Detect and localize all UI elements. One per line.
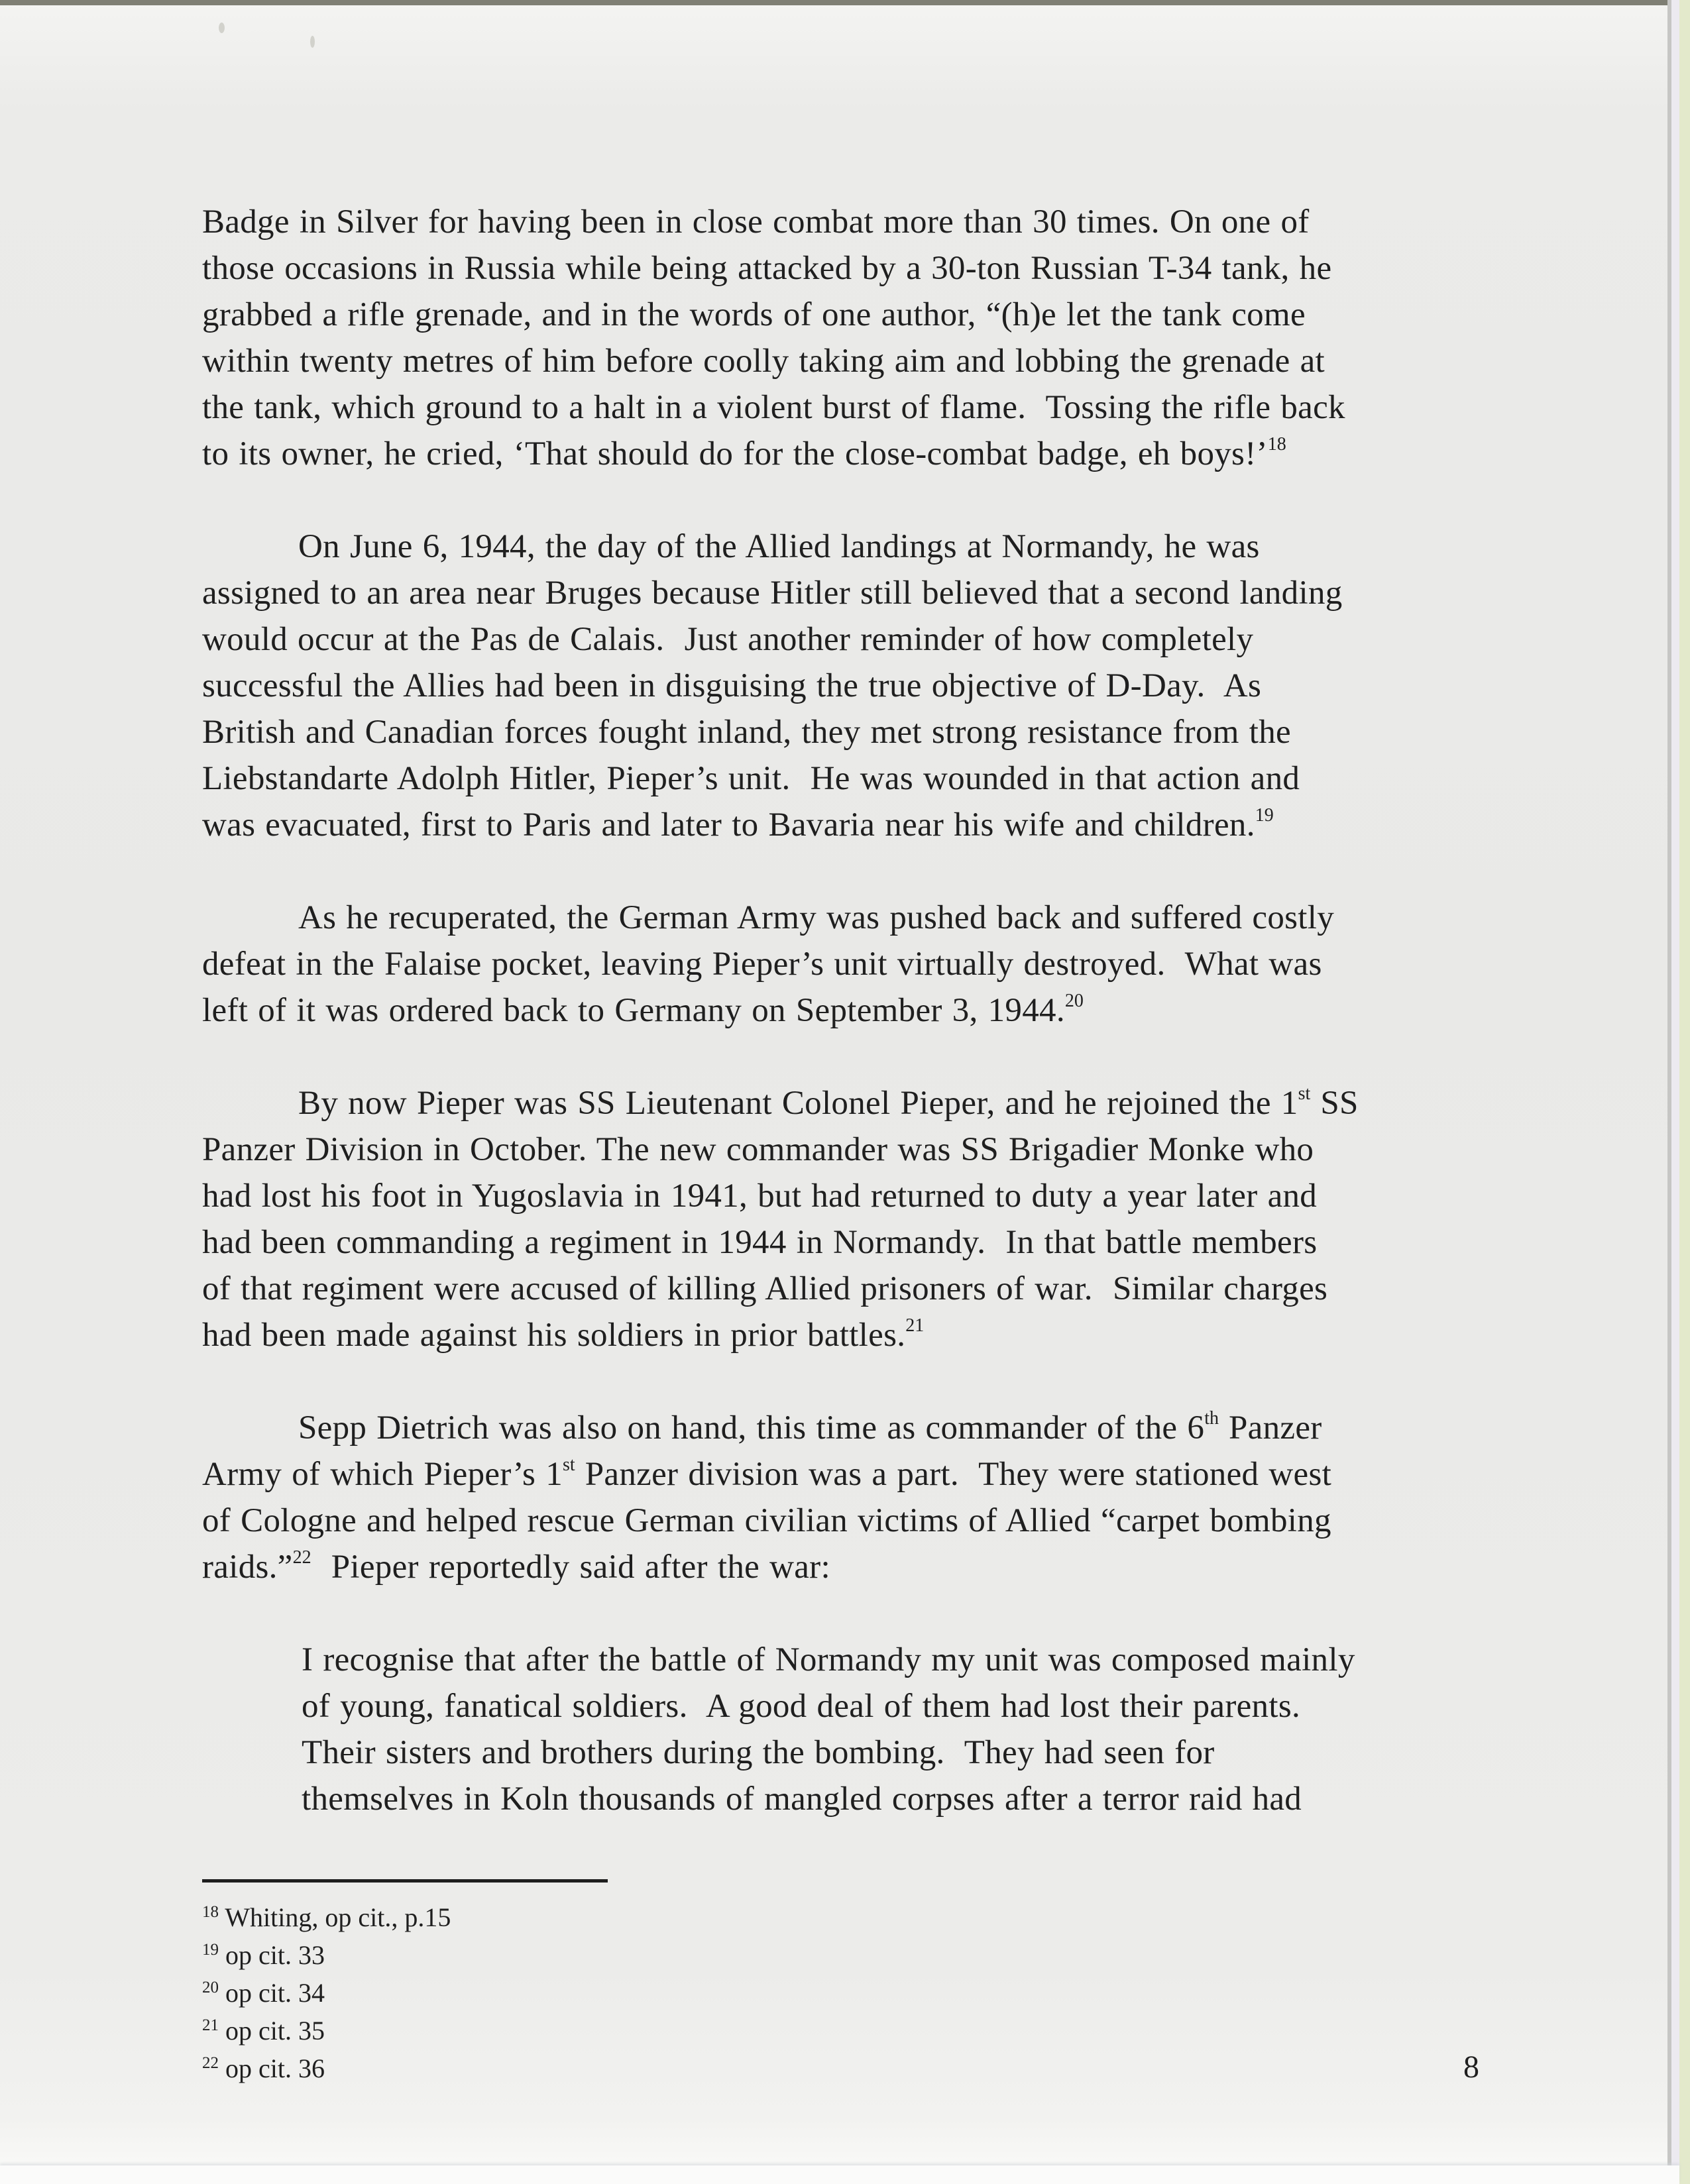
text-line: defeat in the Falaise pocket, leaving Pieper’s unit virtually destroyed. What was bbox=[202, 946, 1322, 983]
text-line: the tank, which ground to a halt in a violent burst of flame. Tossing the rifle back bbox=[202, 389, 1345, 426]
footnote: $^{20}$ op cit. 34 bbox=[202, 1978, 325, 2008]
superscript: 18 bbox=[1267, 434, 1286, 455]
text-line: those occasions in Russia while being attacked by a 30-ton Russian T-34 tank, he bbox=[202, 250, 1332, 287]
footnote-number: 21 bbox=[202, 2016, 219, 2034]
text-line: had been commanding a regiment in 1944 in Normandy. In that battle members bbox=[202, 1224, 1318, 1261]
superscript: 21 bbox=[905, 1315, 925, 1336]
text-line: Liebstandarte Adolph Hitler, Pieper’s unit. He was wounded in that action and bbox=[202, 760, 1300, 797]
text-line: Badge in Silver for having been in close combat more than 30 times. On one of bbox=[202, 203, 1310, 241]
footnotes bbox=[202, 1898, 1488, 2087]
text-line: Sepp Dietrich was also on hand, this time as commander of the 6th Panzer bbox=[298, 1408, 1322, 1447]
footnote: $^{21}$ op cit. 35 bbox=[202, 2016, 325, 2046]
footnote-number: 20 bbox=[202, 1979, 219, 1996]
paragraph bbox=[202, 1405, 1488, 1590]
blockquote-line: of young, fanatical soldiers. A good deal of them had lost their parents. bbox=[302, 1688, 1301, 1725]
footnote-separator bbox=[202, 1879, 608, 1883]
text-line: successful the Allies had been in disguising the true objective of D-Day. As bbox=[202, 667, 1262, 704]
text-line: was evacuated, first to Paris and later to Bavaria near his wife and children.$^{19}$ bbox=[202, 805, 1274, 844]
text-line: within twenty metres of him before coolly taking aim and lobbing the grenade at bbox=[202, 343, 1325, 380]
superscript: st bbox=[563, 1454, 575, 1475]
superscript: th bbox=[1204, 1408, 1219, 1429]
text-line: On June 6, 1944, the day of the Allied landings at Normandy, he was bbox=[298, 528, 1260, 565]
footnote-number: 22 bbox=[202, 2054, 219, 2072]
text-line: would occur at the Pas de Calais. Just another reminder of how completely bbox=[202, 621, 1254, 658]
footnote: $^{18}$ Whiting, op cit., p.15 bbox=[202, 1902, 451, 1932]
scan-right-edge bbox=[1679, 0, 1690, 2184]
blockquote-line: themselves in Koln thousands of mangled corpses after a terror raid had bbox=[302, 1780, 1302, 1818]
scan-right-edge-inner bbox=[1671, 0, 1679, 2184]
paragraph bbox=[202, 523, 1488, 848]
text-line: left of it was ordered back to Germany on September 3, 1944.20 bbox=[202, 991, 1084, 1029]
superscript: 19 bbox=[1255, 805, 1274, 826]
text-line: had been made against his soldiers in prior battles.$^{21}$ bbox=[202, 1315, 925, 1354]
scan-speck bbox=[310, 36, 315, 48]
blockquote-line: Their sisters and brothers during the bombing. They had seen for bbox=[302, 1734, 1215, 1771]
paragraph bbox=[202, 1080, 1488, 1358]
footnote-number: 18 bbox=[202, 1903, 219, 1921]
text-line: By now Pieper was SS Lieutenant Colonel Pieper, and he rejoined the 1st SS bbox=[298, 1083, 1359, 1122]
text-line: had lost his foot in Yugoslavia in 1941, but had returned to duty a year later and bbox=[202, 1177, 1318, 1215]
footnote: $^{22}$ op cit. 36 bbox=[202, 2053, 325, 2083]
page-number: 8 bbox=[1463, 2049, 1479, 2085]
footnote-number: 19 bbox=[202, 1941, 219, 1959]
footnote: $^{19}$ op cit. 33 bbox=[202, 1940, 325, 1970]
superscript: 22 bbox=[292, 1547, 311, 1568]
text-line: of Cologne and helped rescue German civilian victims of Allied “carpet bombing bbox=[202, 1502, 1331, 1539]
scan-top-edge bbox=[0, 0, 1690, 5]
text-line: to its owner, he cried, ‘That should do for the close-combat badge, eh boys!’$^{18}$ bbox=[202, 434, 1286, 472]
text-line: Army of which Pieper’s 1st Panzer division was a part. They were stationed west bbox=[202, 1454, 1332, 1493]
document-content bbox=[202, 199, 1488, 2087]
text-line: assigned to an area near Bruges because Hitler still believed that a second landing bbox=[202, 574, 1343, 612]
superscript: st bbox=[1298, 1083, 1311, 1104]
text-line: of that regiment were accused of killing Allied prisoners of war. Similar charges bbox=[202, 1270, 1328, 1307]
blockquote bbox=[302, 1637, 1488, 1822]
scan-speck bbox=[219, 23, 225, 33]
scan-bottom-edge bbox=[0, 2165, 1679, 2184]
text-line: Panzer Division in October. The new commander was SS Brigadier Monke who bbox=[202, 1131, 1314, 1168]
document-body bbox=[202, 199, 1488, 1822]
text-line: grabbed a rifle grenade, and in the words of one author, “(h)e let the tank come bbox=[202, 296, 1306, 333]
text-line: British and Canadian forces fought inland, they met strong resistance from the bbox=[202, 714, 1291, 751]
superscript: 20 bbox=[1064, 991, 1084, 1011]
text-line: raids.”$^{22}$ Pieper reportedly said after the war: bbox=[202, 1547, 830, 1586]
paragraph bbox=[202, 895, 1488, 1034]
blockquote-line: I recognise that after the battle of Normandy my unit was composed mainly bbox=[302, 1641, 1355, 1678]
paragraph bbox=[202, 199, 1488, 477]
text-line: As he recuperated, the German Army was pushed back and suffered costly bbox=[298, 899, 1335, 936]
